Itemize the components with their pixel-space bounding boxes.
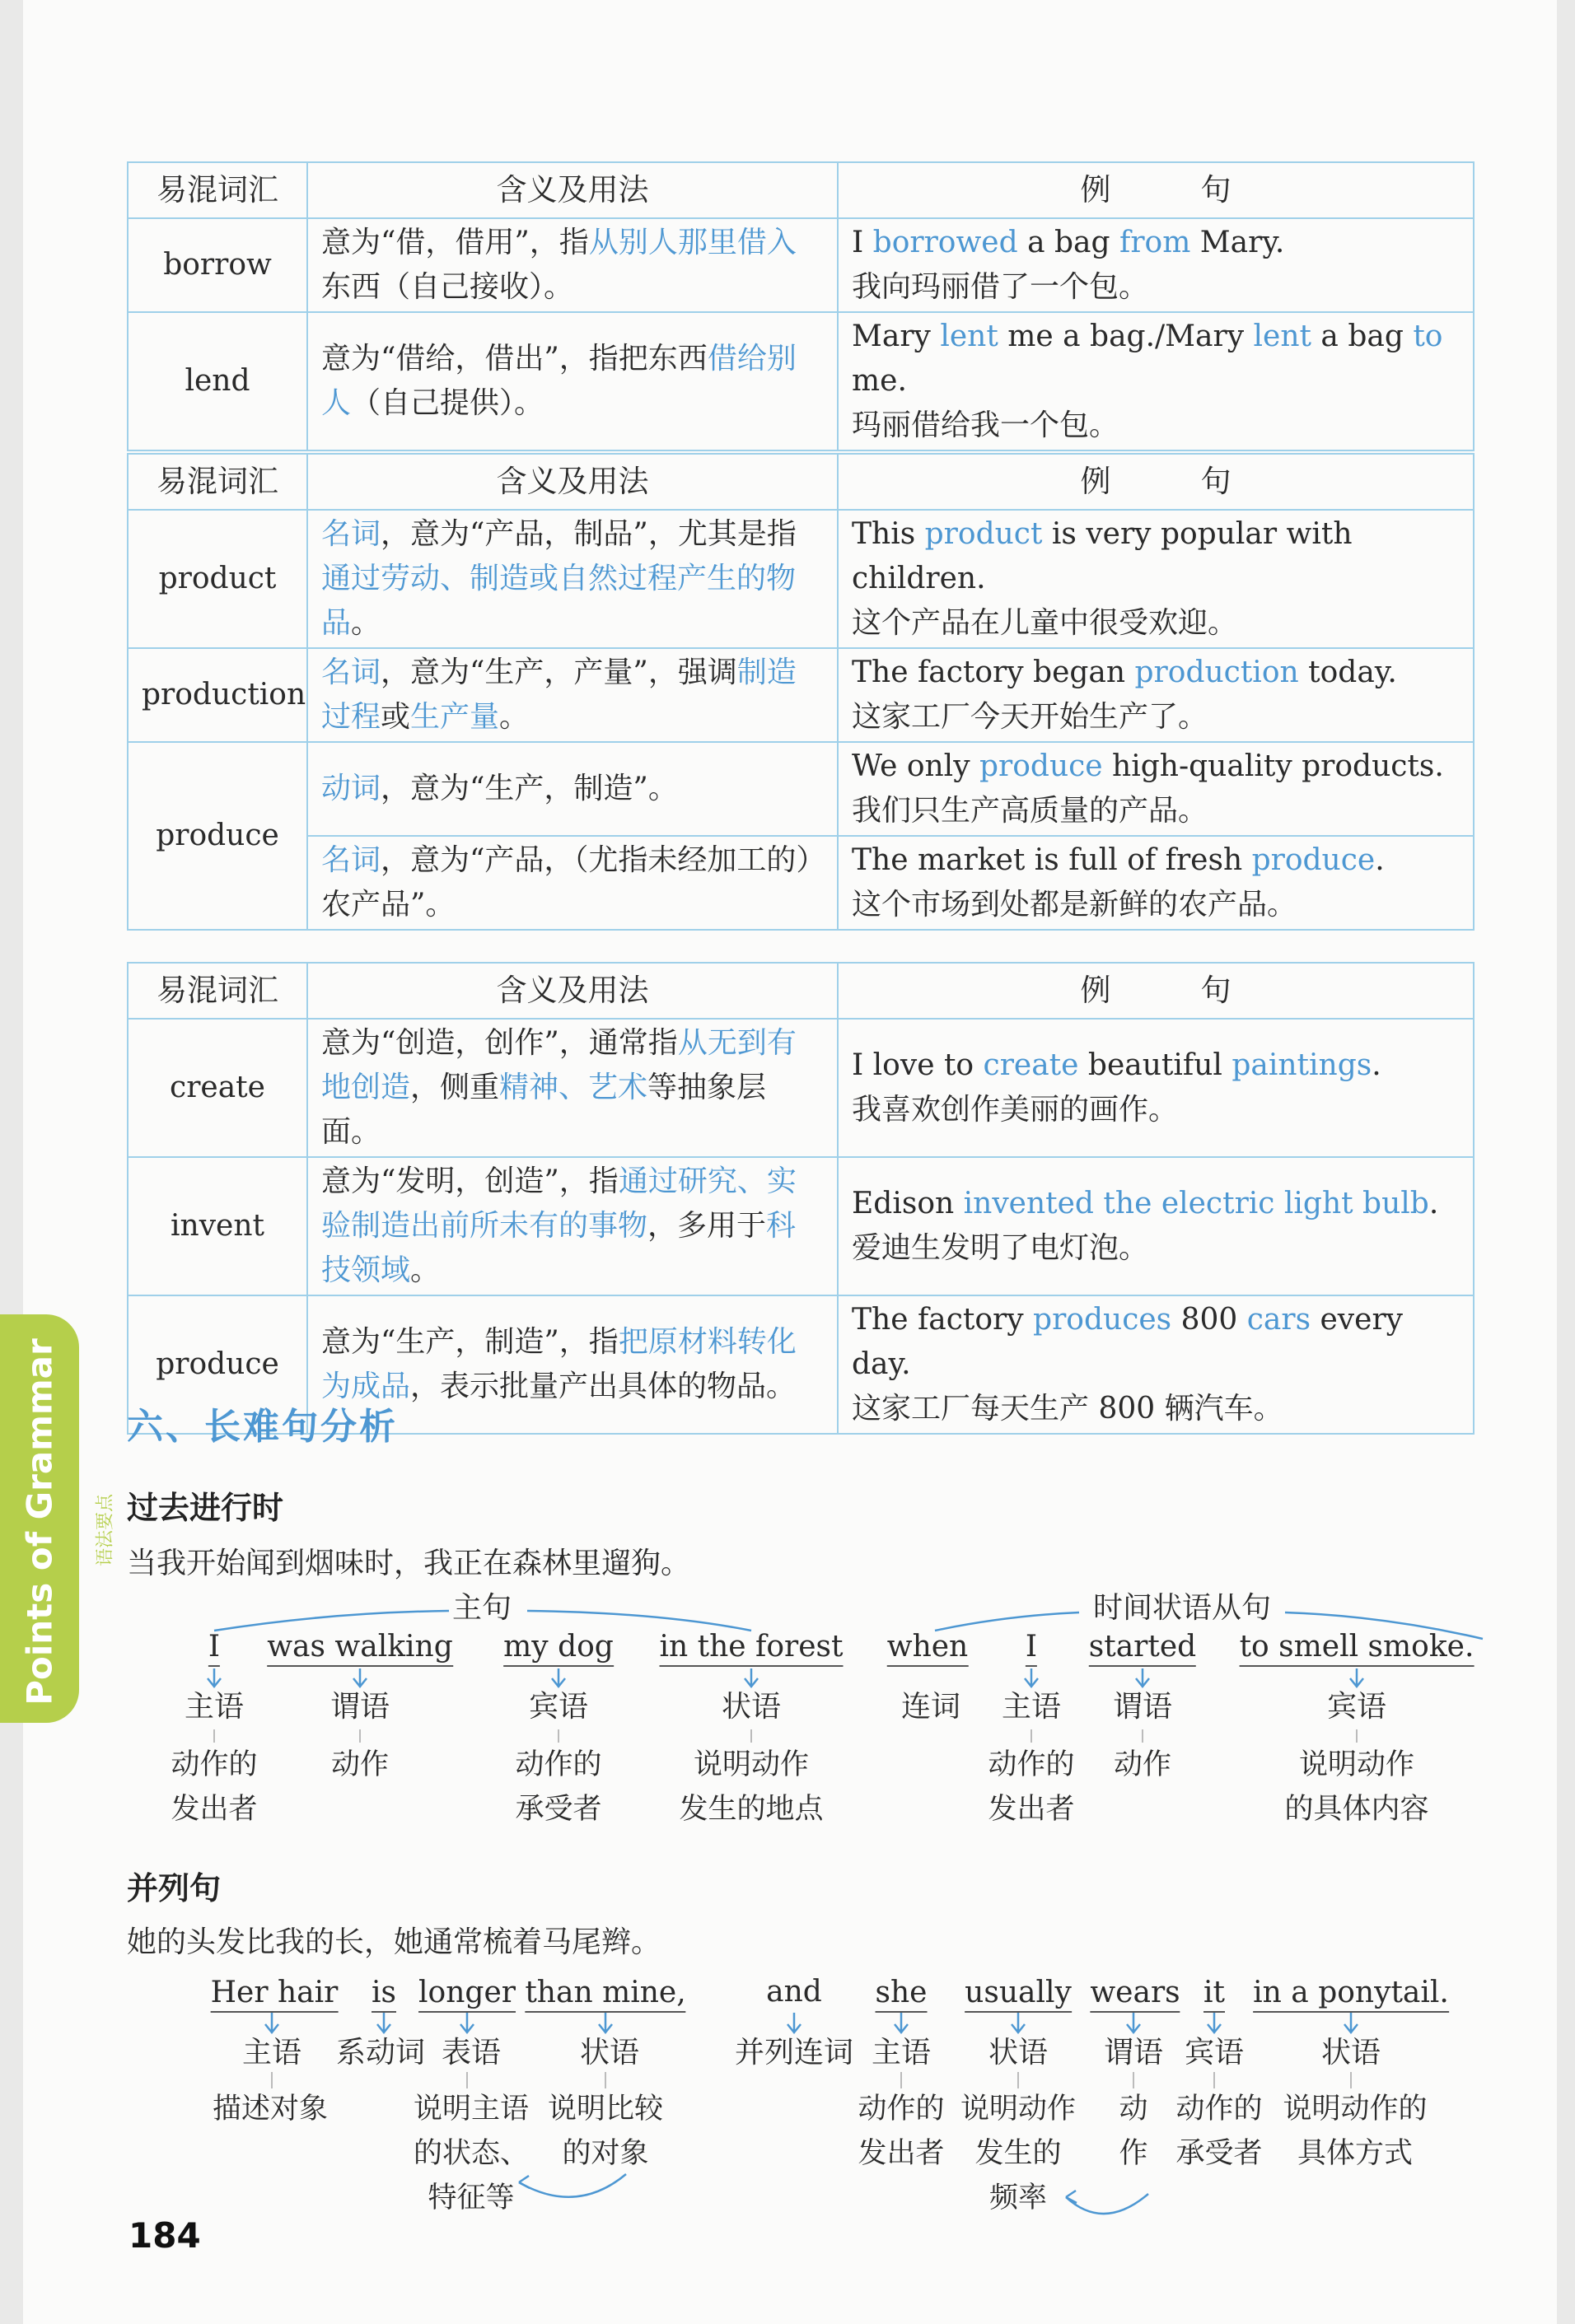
header-example: 例 句 [838, 963, 1474, 1019]
word-in-the-forest: in the forest [660, 1629, 844, 1667]
section-title: 六、长难句分析 [127, 1406, 398, 1448]
meaning-cell: 意为“发明，创造”，指通过研究、实验制造出前所未有的事物，多用于科技领域。 [307, 1157, 838, 1295]
role-predicative: 表语 [441, 2036, 502, 2070]
word-cell: create [128, 1019, 307, 1157]
meaning-cell: 名词，意为“产品，制品”，尤其是指通过劳动、制造或自然过程产生的物品。 [307, 510, 838, 648]
function-note: 说明动作的 具体方式 [1283, 2093, 1428, 2170]
subsection-title-compound-sentence: 并列句 [127, 1870, 222, 1906]
role-adverbial: 状语 [721, 1690, 782, 1724]
word-cell: borrow [128, 218, 307, 312]
header-meaning: 含义及用法 [307, 963, 838, 1019]
example-cell: I borrowed a bag from Mary. 我向玛丽借了一个包。 [838, 218, 1474, 312]
side-tab-subtitle: 语法要点 [95, 1493, 116, 1567]
word-and: and [766, 1975, 822, 2009]
role-predicate: 谓语 [329, 1690, 390, 1724]
function-note: 说明主语 的状态、 特征等 [413, 2093, 530, 2214]
meaning-cell: 意为“借，借用”，指从别人那里借入东西（自己接收）。 [307, 218, 838, 312]
role-object: 宾语 [1184, 2036, 1245, 2070]
example-cell: The factory produces 800 cars every day. 这家工厂每天生产 800 辆汽车。 [838, 1295, 1474, 1434]
word-was-walking: was walking [267, 1629, 453, 1667]
role-linking-verb: 系动词 [335, 2036, 426, 2070]
role-adverbial: 状语 [1320, 2036, 1381, 2070]
role-conjunction: 连词 [900, 1690, 961, 1724]
function-note: 说明动作 的具体内容 [1284, 1748, 1429, 1826]
role-predicate: 谓语 [1112, 1690, 1173, 1724]
word-to-smell-smoke: to smell smoke. [1240, 1629, 1475, 1667]
word-she: she [876, 1975, 928, 2013]
role-object: 宾语 [528, 1690, 589, 1724]
subsection-title-past-progressive: 过去进行时 [127, 1490, 284, 1526]
example-cell: Edison invented the electric light bulb. 爱迪生发明了电灯泡。 [838, 1157, 1474, 1295]
role-adverbial: 状语 [579, 2036, 640, 2070]
example-cell: I love to create beautiful paintings. 我喜欢创作美丽的画作。 [838, 1019, 1474, 1157]
word-cell: produce [128, 1295, 307, 1434]
header-word: 易混词汇 [128, 454, 307, 510]
example-cell: The market is full of fresh produce. 这个市场到处都是新鲜的农产品。 [838, 836, 1474, 930]
function-note: 动 作 [1119, 2093, 1148, 2170]
meaning-cell: 名词，意为“产品，（尤指未经加工的）农产品”。 [307, 836, 838, 930]
meaning-cell: 名词，意为“生产，产量”，强调制造过程或生产量。 [307, 648, 838, 742]
role-subject: 主语 [1001, 1690, 1062, 1724]
function-note: 动作的 承受者 [1175, 2093, 1263, 2170]
word-when: when [887, 1629, 969, 1667]
header-example: 例 句 [838, 454, 1474, 510]
header-word: 易混词汇 [128, 963, 307, 1019]
role-subject: 主语 [241, 2036, 302, 2070]
word-wears: wears [1090, 1975, 1180, 2013]
role-predicate: 谓语 [1103, 2036, 1164, 2070]
example-cell: The factory began production today. 这家工厂今天开始生产了。 [838, 648, 1474, 742]
function-note: 动作的 发出者 [171, 1748, 258, 1826]
example-cell: We only produce high-quality products. 我们只生产高质量的产品。 [838, 742, 1474, 836]
function-note: 说明动作 发生的地点 [679, 1748, 824, 1826]
word-cell: produce [128, 742, 307, 930]
word-cell: invent [128, 1157, 307, 1295]
example-sentence-cn: 当我开始闻到烟味时，我正在森林里遛狗。 [127, 1547, 691, 1580]
main-clause-label: 主句 [451, 1591, 512, 1625]
meaning-cell: 意为“借给，借出”，指把东西借给别人（自己提供）。 [307, 312, 838, 450]
role-subject: 主语 [871, 2036, 932, 2070]
word-started: started [1089, 1629, 1196, 1667]
header-example: 例 句 [838, 162, 1474, 218]
function-note: 说明动作 发生的 频率 [960, 2093, 1077, 2214]
word-it: it [1203, 1975, 1225, 2013]
role-subject: 主语 [184, 1690, 245, 1724]
role-adverbial: 状语 [988, 2036, 1049, 2070]
meaning-cell: 意为“生产，制造”，指把原材料转化为成品，表示批量产出具体的物品。 [307, 1295, 838, 1434]
word-I: I [1026, 1629, 1037, 1667]
function-note: 描述对象 [212, 2093, 329, 2126]
header-word: 易混词汇 [128, 162, 307, 218]
header-meaning: 含义及用法 [307, 454, 838, 510]
word-her-hair: Her hair [211, 1975, 339, 2013]
word-my-dog: my dog [503, 1629, 614, 1667]
role-coordinating-conjunction: 并列连词 [734, 2036, 854, 2070]
word-cell: lend [128, 312, 307, 450]
example-sentence-cn: 她的头发比我的长，她通常梳着马尾辫。 [127, 1925, 661, 1959]
word-is: is [372, 1975, 396, 2013]
role-object: 宾语 [1326, 1690, 1387, 1724]
header-meaning: 含义及用法 [307, 162, 838, 218]
word-I: I [208, 1629, 220, 1667]
example-cell: Mary lent me a bag./Mary lent a bag to me. 玛丽借给我一个包。 [838, 312, 1474, 450]
word-in-a-ponytail: in a ponytail. [1253, 1975, 1449, 2013]
word-cell: product [128, 510, 307, 648]
side-tab-title: Points of Grammar [19, 1338, 60, 1706]
page-number: 184 [129, 2215, 201, 2256]
function-note: 说明比较 的对象 [547, 2093, 664, 2170]
meaning-cell: 动词，意为“生产，制造”。 [307, 742, 838, 836]
meaning-cell: 意为“创造，创作”，通常指从无到有地创造，侧重精神、艺术等抽象层面。 [307, 1019, 838, 1157]
time-clause-label: 时间状语从句 [1092, 1591, 1272, 1625]
function-note: 动作 [330, 1748, 390, 1781]
function-note: 动作的 承受者 [515, 1748, 602, 1826]
word-longer: longer [418, 1975, 516, 2013]
function-note: 动作的 发出者 [858, 2093, 945, 2170]
word-usually: usually [965, 1975, 1072, 2013]
function-note: 动作的 发出者 [988, 1748, 1075, 1826]
word-cell: production [128, 648, 307, 742]
word-than-mine: than mine, [525, 1975, 685, 2013]
function-note: 动作 [1113, 1748, 1172, 1781]
example-cell: This product is very popular with children. 这个产品在儿童中很受欢迎。 [838, 510, 1474, 648]
